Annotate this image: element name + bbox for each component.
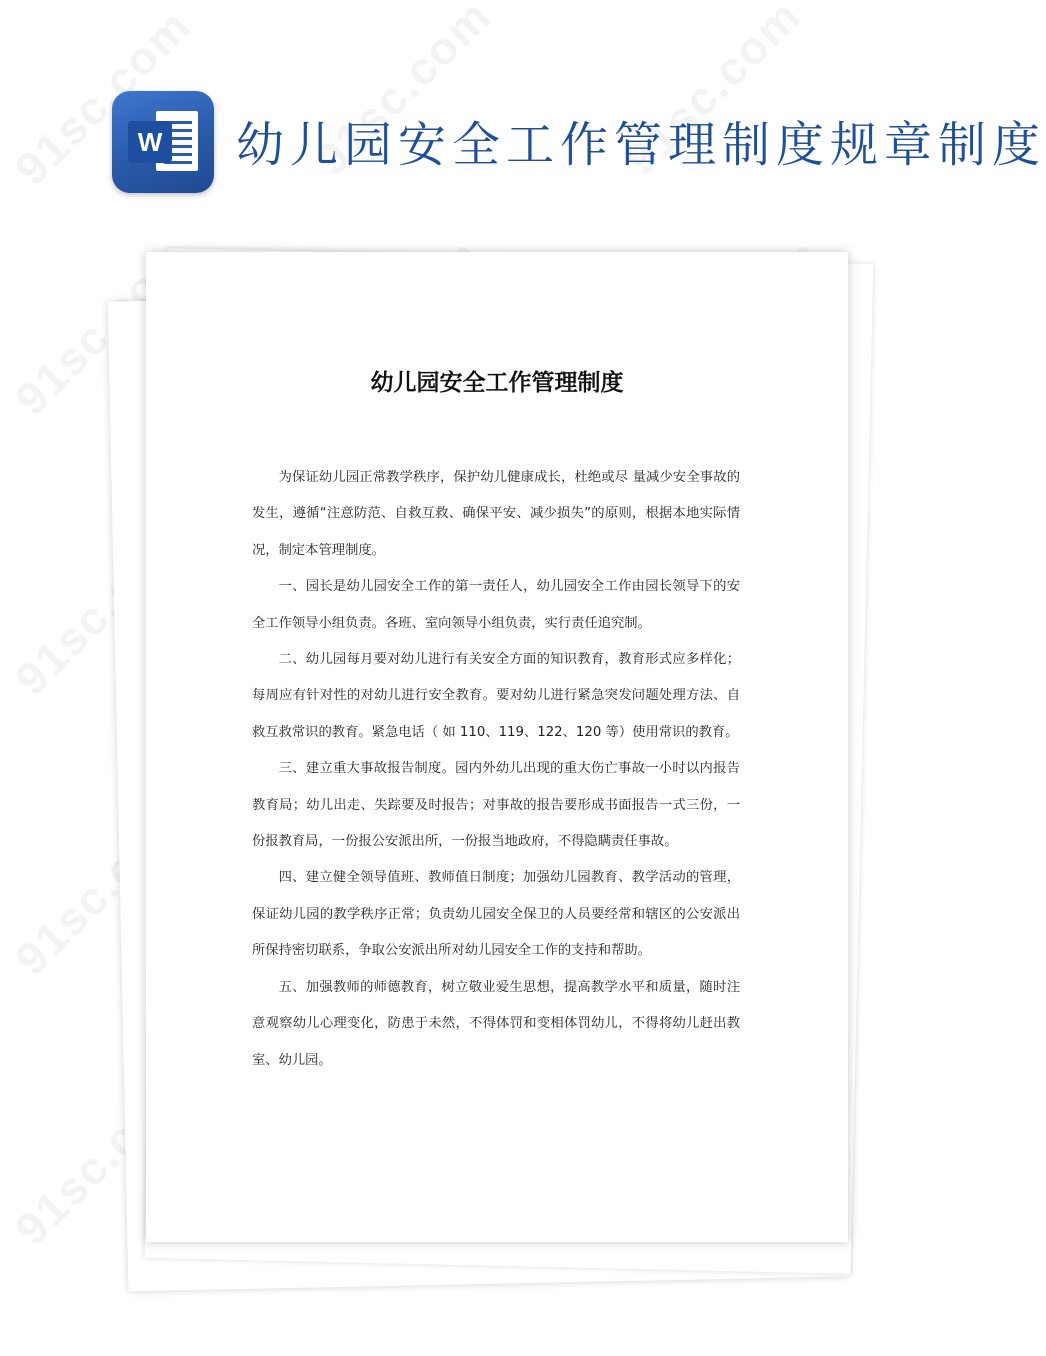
word-icon [112, 91, 214, 193]
paragraph-5: 五、加强教师的师德教育，树立敬业爱生思想，提高教学水平和质量，随时注意观察幼儿心理变化，防患于未然，不得体罚和变相体罚幼儿，不得将幼儿赶出教室、幼儿园。 [252, 979, 740, 1068]
paragraph-intro: 为保证幼儿园正常教学秩序，保护幼儿健康成长，杜绝或尽 量减少安全事故的发生，遵循“注意防范、自救互救、确保平安、减少损失”的原则，根据本地实际情况，制定本管理制度。 [252, 470, 740, 558]
page-title: 幼儿园安全工作管理制度规章制度 [236, 117, 1046, 173]
paragraph-3: 三、建立重大事故报告制度。园内外幼儿出现的重大伤亡事故一小时以内报告教育局；幼儿出走、失踪要及时报告；对事故的报告要形成书面报告一式三份，一份报教育局，一份报公安派出所，一份报当地政府，不得隐瞒责任事故。 [252, 761, 740, 850]
paragraph-4: 四、建立健全领导值班、教师值日制度；加强幼儿园教育、教学活动的管理，保证幼儿园的教学秩序正常；负责幼儿园安全保卫的人员要经常和辖区的公安派出所保持密切联系，争取公安派出所对幼儿园安全工作的支持和帮助。 [252, 870, 740, 959]
paragraph-1: 一、园长是幼儿园安全工作的第一责任人，幼儿园安全工作由园长领导下的安全工作领导小组负责。各班、室向领导小组负责，实行责任追究制。 [252, 579, 740, 631]
paragraph-2: 二、幼儿园每月要对幼儿进行有关安全方面的知识教育，教育形式应多样化；每周应有针对性的对幼儿进行安全教育。要对幼儿进行紧急突发问题处理方法、自救互救常识的教育。紧急电话（ 如 110、119、122、120 等）使用常识的教育。 [252, 652, 740, 740]
word-letter-badge: W [128, 121, 172, 163]
document-title: 幼儿园安全工作管理制度 [370, 370, 624, 396]
document-body [252, 460, 740, 1079]
document-page [146, 252, 848, 1242]
